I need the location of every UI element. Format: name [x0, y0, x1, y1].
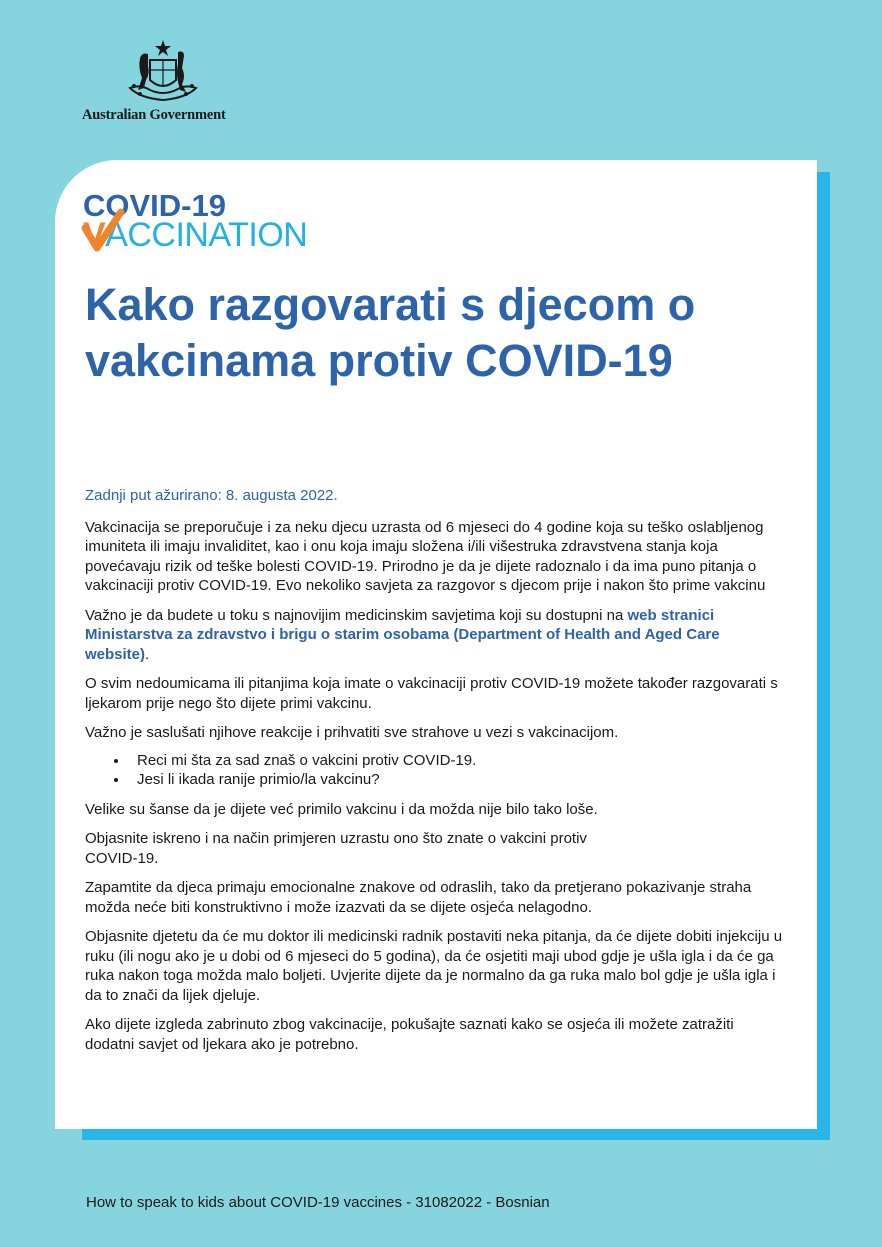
logo-rest: ACCINATION: [105, 216, 308, 254]
document-body: [85, 486, 785, 1064]
content-card: [55, 160, 817, 1129]
paragraph-explain-line2: COVID-19.: [85, 849, 159, 867]
paragraph-medical-advice: [85, 606, 785, 665]
paragraph-medical-advice-text: Važno je da budete u toku s najnovijim medicinskim savjetima koji su dostupni na: [85, 606, 628, 624]
question-list: [85, 751, 785, 790]
coat-of-arms-icon: [120, 38, 206, 104]
department-website-link[interactable]: web stranici Ministarstva za zdravstvo i brigu o starim osobama (Department of Health and Aged Care website): [85, 606, 720, 663]
logo-line-covid: COVID-19: [83, 188, 226, 223]
checkmark-icon: [81, 206, 127, 254]
list-item: • Reci mi šta za sad znaš o vakcini protiv COVID-19.: [129, 751, 785, 771]
footer-text: How to speak to kids about COVID-19 vaccines - 31082022 - Bosnian: [86, 1194, 550, 1211]
logo-v-letter: V: [83, 216, 106, 254]
paragraph-explain-line1: Objasnite iskreno i na način primjeren uzrastu ono što znate o vakcini protiv: [85, 830, 587, 847]
paragraph-medical-advice-end: .: [145, 645, 150, 663]
paragraph-chances: Velike su šanse da je dijete već primilo vakcinu i da možda nije bilo tako loše.: [85, 800, 598, 818]
page-title: Kako razgovarati s djecom o vakcinama protiv COVID-19: [85, 279, 696, 386]
government-crest: [82, 38, 244, 128]
paragraph-reactions: Važno je saslušati njihove reakcije i prihvatiti sve strahove u vezi s vakcinacijom.: [85, 724, 619, 741]
paragraph-injection: Objasnite djetetu da će mu doktor ili medicinski radnik postaviti neka pitanja, da će dijete dobiti injekciju u ruku (ili nogu ako je u dobi od 6 mjeseci do 5 godina), da će osjetiti maji ubod gdje je ušla igla i da će ga ruka nakon toga možda malo boljeti. Uvjerite dijete da je normalno da ga ruka malo bol gdje je ušla igla i da to znači da lijek djeluje.: [85, 928, 783, 1004]
paragraph-worried: Ako dijete izgleda zabrinuto zbog vakcinacije, pokušajte saznati kako se osjeća ili možete zatražiti dodatni savjet od ljekara ako je potrebno.: [85, 1016, 734, 1053]
paragraph-intro: Vakcinacija se preporučuje i za neku djecu uzrasta od 6 mjeseci do 4 godine koja su teško oslabljenog imuniteta ili imaju invaliditet, kao i onu koja imaju složena i/ili višestruka zdravstvena stanja koja povećavaju rizik od teške bolesti COVID-19. Prirodno je da je dijete radoznalo i da ima puno pitanja o vakcinaciji protiv COVID-19. Evo nekoliko savjeta za razgovor s djecom prije i nakon što prime vakcinu: [85, 518, 766, 594]
last-updated: Zadnji put ažurirano: 8. augusta 2022.: [85, 487, 338, 504]
covid-vaccination-logo: [83, 190, 323, 252]
paragraph-explain: [85, 829, 785, 868]
paragraph-emotional-cues: Zapamtite da djeca primaju emocionalne znakove od odraslih, tako da pretjerano pokazivanje straha možda neće biti konstruktivno i može izazvati da se dijete osjeća nelagodno.: [85, 879, 752, 916]
paragraph-doctor: O svim nedoumicama ili pitanjima koja imate o vakcinaciji protiv COVID-19 možete također razgovarati s ljekarom prije nego što dijete primi vakcinu.: [85, 675, 778, 712]
list-item: • Jesi li ikada ranije primio/la vakcinu?: [129, 770, 785, 790]
government-name: Australian Government: [82, 107, 226, 123]
